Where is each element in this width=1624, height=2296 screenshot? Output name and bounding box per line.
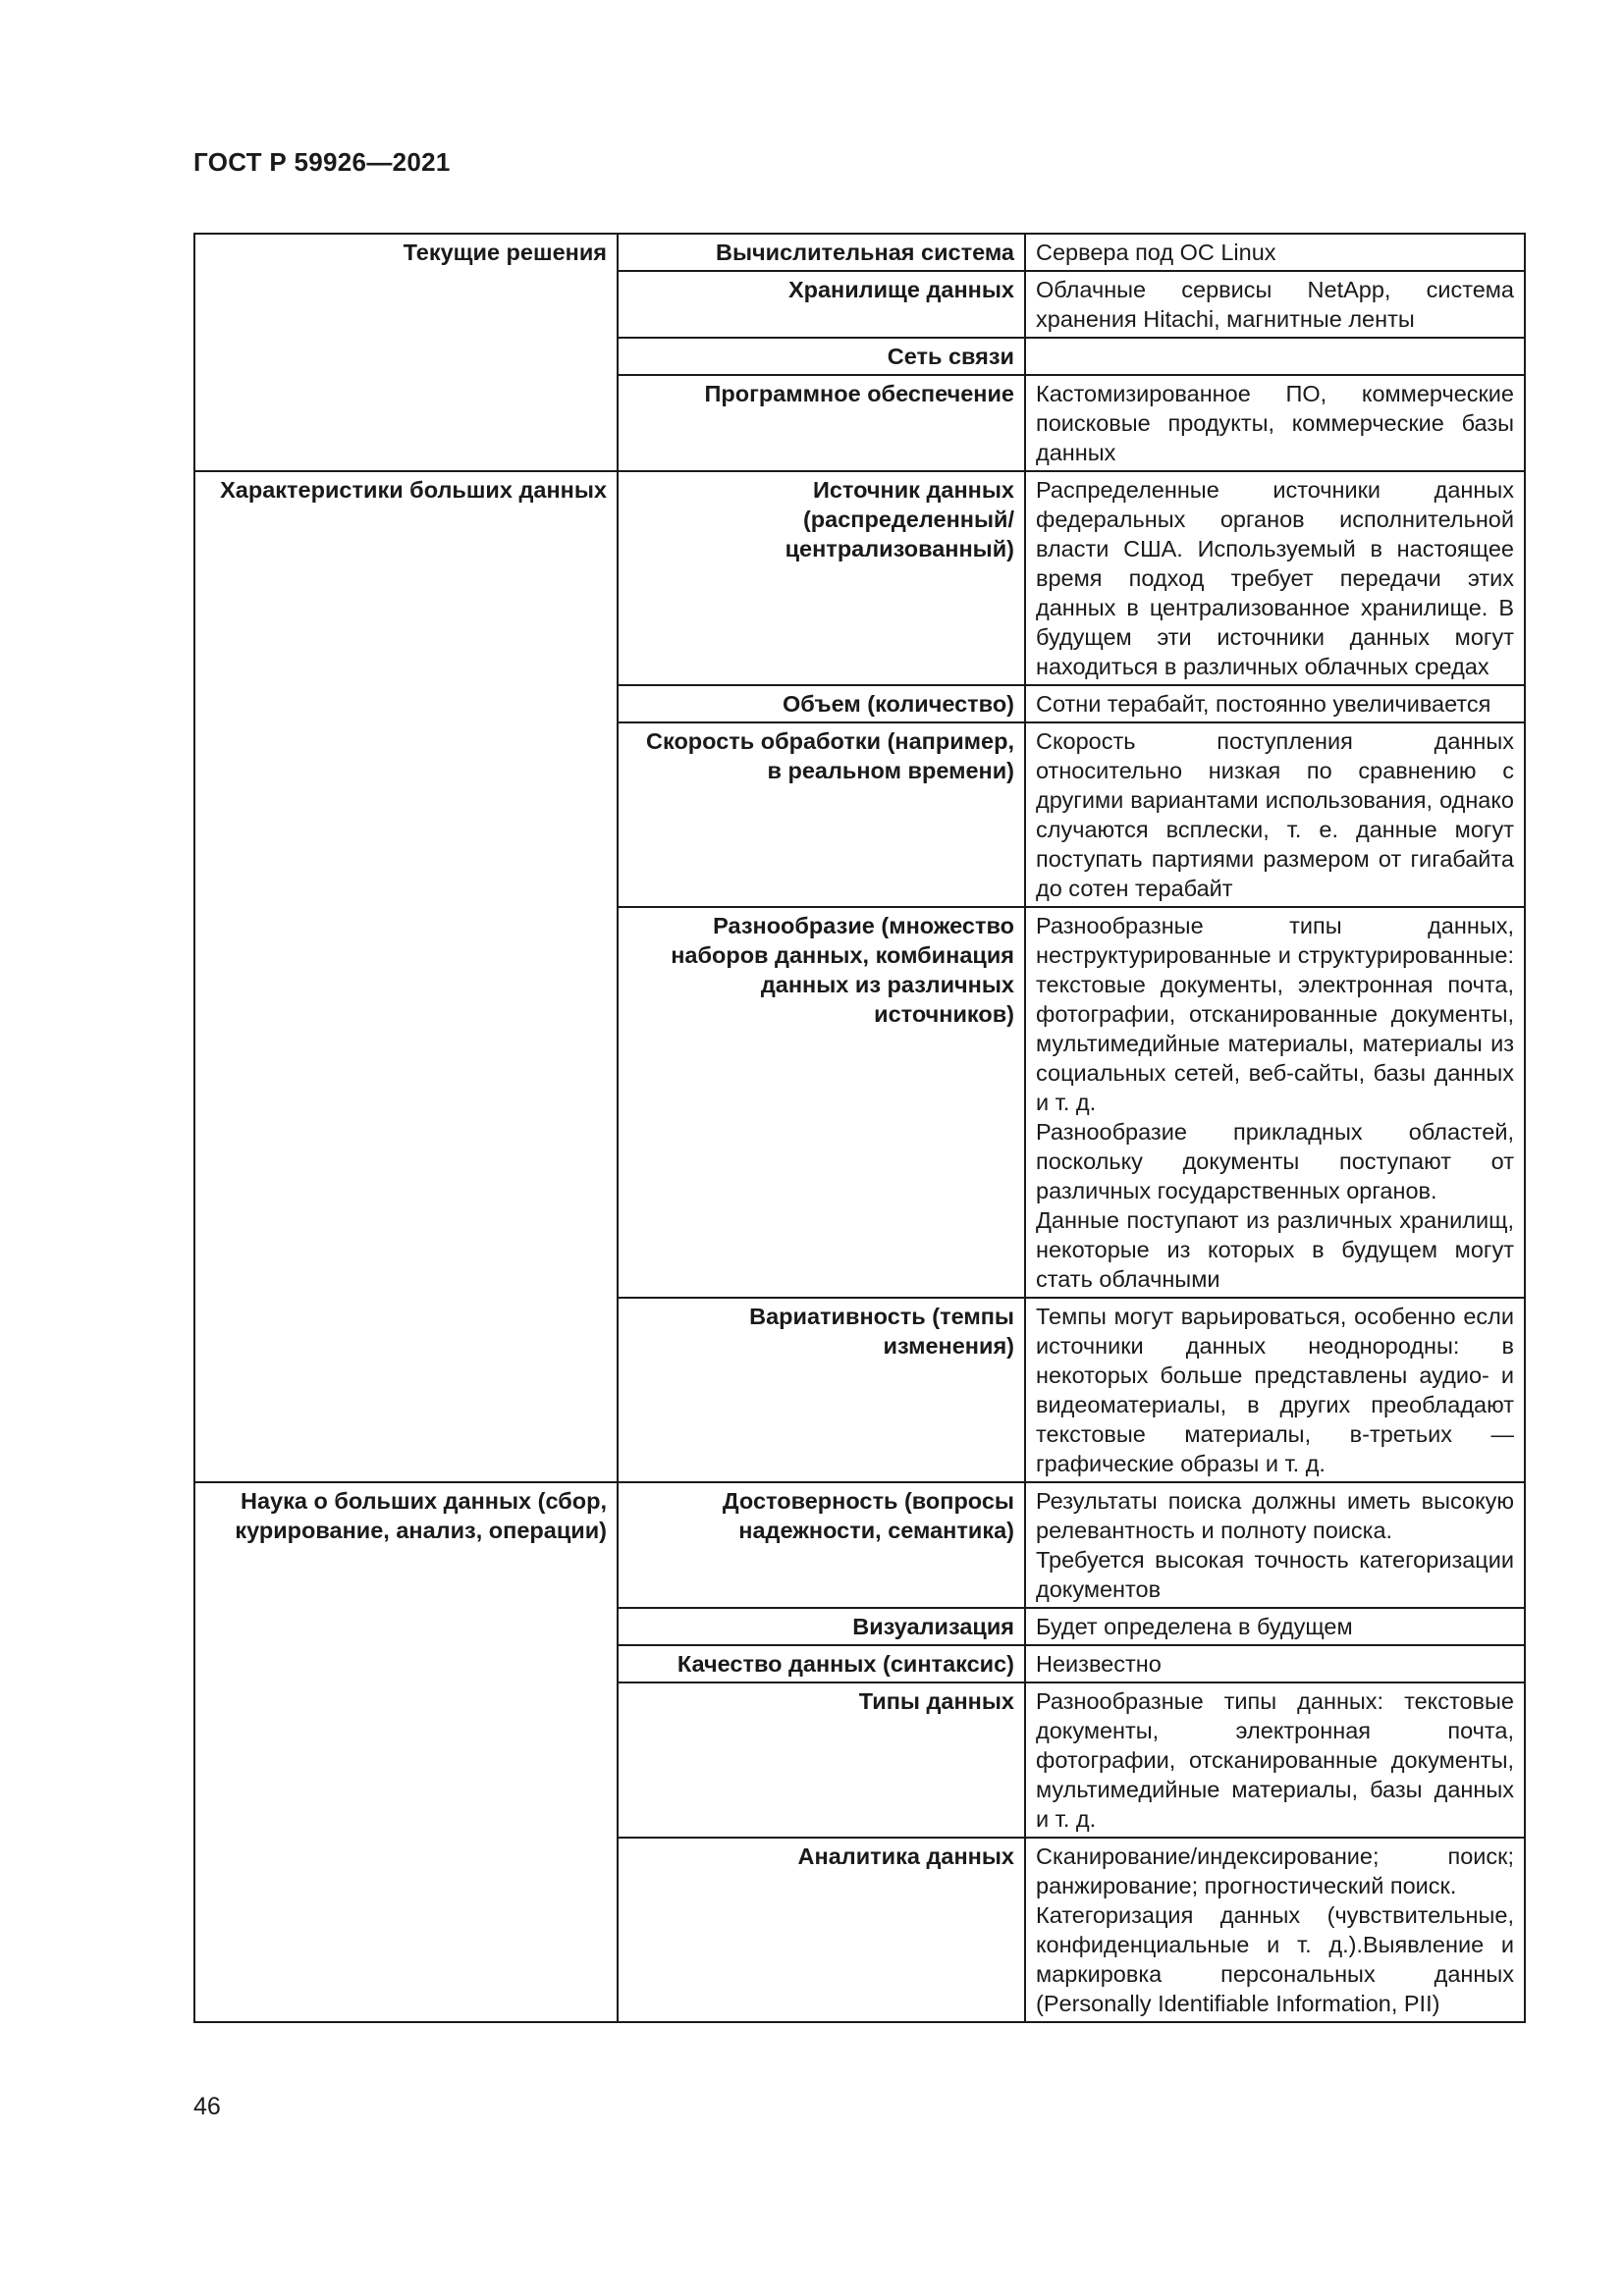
value-paragraph: Неизвестно [1036, 1651, 1162, 1677]
value-cell [1025, 1682, 1525, 1838]
group-label-cell: Характеристики больших данных [194, 471, 618, 1482]
value-paragraph: Будет определена в будущем [1036, 1614, 1353, 1639]
table-row [194, 234, 1525, 271]
group-label-cell: Текущие решения [194, 234, 618, 471]
group-label-cell: Наука о больших данных (сбор, курирование, анализ, операции) [194, 1482, 618, 2022]
value-paragraph: Кастомизированное ПО, коммерческие поисковые продукты, коммерческие базы данных [1036, 381, 1514, 465]
value-paragraph: Разнообразные типы данных, неструктурированные и структурированные: текстовые документы, электронная почта, фотографии, отсканированные документы, мультимедийные материалы, материалы из социальных сетей, веб-сайты, базы данных и т. д. [1036, 913, 1514, 1115]
attribute-cell: Программное обеспечение [618, 375, 1025, 471]
value-cell [1025, 1608, 1525, 1645]
value-cell [1025, 1645, 1525, 1682]
value-cell [1025, 722, 1525, 907]
value-cell [1025, 1298, 1525, 1482]
attribute-cell: Аналитика данных [618, 1838, 1025, 2022]
attribute-cell: Скорость обработки (например, в реальном времени) [618, 722, 1025, 907]
table-row [194, 1482, 1525, 1608]
value-paragraph: Данные поступают из различных хранилищ, некоторые из которых в будущем могут стать облачными [1036, 1207, 1514, 1292]
attribute-cell: Качество данных (синтаксис) [618, 1645, 1025, 1682]
attribute-cell: Вычислительная система [618, 234, 1025, 271]
attribute-cell: Разнообразие (множество наборов данных, комбинация данных из различных источников) [618, 907, 1025, 1298]
value-cell [1025, 907, 1525, 1298]
value-cell [1025, 685, 1525, 722]
value-cell [1025, 375, 1525, 471]
attribute-cell: Хранилище данных [618, 271, 1025, 338]
value-paragraph: Результаты поиска должны иметь высокую релевантность и полноту поиска. [1036, 1488, 1514, 1543]
attribute-cell: Достоверность (вопросы надежности, семантика) [618, 1482, 1025, 1608]
value-cell [1025, 234, 1525, 271]
value-paragraph: Требуется высокая точность категоризации документов [1036, 1547, 1514, 1602]
attribute-cell: Визуализация [618, 1608, 1025, 1645]
page-number: 46 [193, 2093, 221, 2120]
value-paragraph: Сотни терабайт, постоянно увеличивается [1036, 691, 1491, 717]
value-cell [1025, 338, 1525, 375]
attribute-cell: Сеть связи [618, 338, 1025, 375]
value-cell [1025, 471, 1525, 685]
value-paragraph: Разнообразные типы данных: текстовые документы, электронная почта, фотографии, отсканированные документы, мультимедийные материалы, базы данных и т. д. [1036, 1688, 1514, 1832]
attribute-cell: Вариативность (темпы изменения) [618, 1298, 1025, 1482]
specification-table [193, 233, 1526, 2023]
value-paragraph: Сканирование/индексирование; поиск; ранжирование; прогностический поиск. [1036, 1843, 1514, 1898]
attribute-cell: Источник данных (распределенный/централизованный) [618, 471, 1025, 685]
value-paragraph: Облачные сервисы NetApp, система хранения Hitachi, магнитные ленты [1036, 277, 1514, 332]
attribute-cell: Типы данных [618, 1682, 1025, 1838]
attribute-cell: Объем (количество) [618, 685, 1025, 722]
value-paragraph: Разнообразие прикладных областей, поскольку документы поступают от различных государственных органов. [1036, 1119, 1514, 1203]
document-code-header: ГОСТ Р 59926—2021 [193, 147, 451, 177]
value-paragraph: Скорость поступления данных относительно низкая по сравнению с другими вариантами использования, однако случаются всплески, т. е. данные могут поступать партиями размером от гигабайта до сотен терабайт [1036, 728, 1514, 901]
value-paragraph: Темпы могут варьироваться, особенно если источники данных неоднородны: в некоторых больше представлены аудио- и видеоматериалы, в других преобладают текстовые материалы, в-третьих — графические образы и т. д. [1036, 1304, 1514, 1476]
value-paragraph: Сервера под ОС Linux [1036, 240, 1276, 265]
value-cell [1025, 1482, 1525, 1608]
value-cell [1025, 1838, 1525, 2022]
value-paragraph: Распределенные источники данных федеральных органов исполнительной власти США. Используемый в настоящее время подход требует передачи этих данных в централизованное хранилище. В будущем эти источники данных могут находиться в различных облачных средах [1036, 477, 1514, 679]
value-cell [1025, 271, 1525, 338]
table-row [194, 471, 1525, 685]
value-paragraph: Категоризация данных (чувствительные, конфиденциальные и т. д.).Выявление и маркировка персональных данных (Personally Identifiable Information, PII) [1036, 1902, 1514, 2016]
